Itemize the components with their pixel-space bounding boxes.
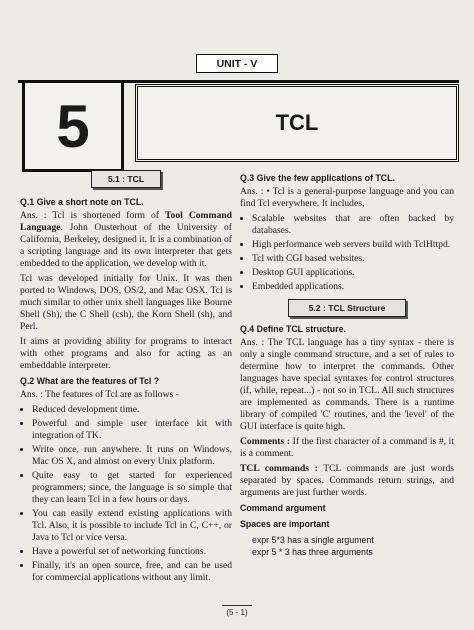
answer-1-bold: Tool Command Language (20, 210, 232, 233)
list-item: • Desktop GUI applications. (252, 267, 454, 279)
question-1: Q.1 Give a short note on TCL. (20, 197, 144, 207)
answer-1 (20, 210, 232, 270)
question-3: Q.3 Give the few applications of TCL. (240, 173, 395, 183)
answer-1-rest: . John Ousterhout of the University of California, Berkeley, designed it. It is a combination of a scripting language and its own interpreter that gets embedded to the application, we develop with it. (20, 222, 232, 269)
chapter-title: TCL (135, 84, 459, 162)
list-item: • Reduced development time. (32, 404, 232, 416)
page-number: (5 - 1) (222, 605, 252, 617)
paragraph-3: It aims at providing ability for programs to interact with other programs and also for acting as an embeddable interpreter. (20, 336, 232, 371)
question-4: Q.4 Define TCL structure. (240, 324, 346, 334)
answer-1-prefix: Ans. : Tcl is shortened form of (20, 210, 166, 221)
comments-paragraph (240, 436, 454, 460)
comments-text: If the first character of a command is #, it is a comment. (240, 436, 455, 459)
list-item: • Write once, run anywhere. It runs on Windows, Mac OS X, and almost on every Unix platform. (32, 444, 232, 468)
code-line-2: expr 5 * 3 has three arguments (252, 547, 373, 557)
list-item: • You can easily extend existing applications with Tcl. Also, it is possible to include Tcl in C, C++, or Java to Tcl or vice versa. (32, 508, 232, 544)
list-item: • Embedded applications. (252, 281, 454, 293)
comments-label: Comments : (240, 436, 291, 447)
list-item: • Powerful and simple user interface kit with integration of TK. (32, 418, 232, 442)
list-item: • High performance web servers build with TclHttpd. (252, 239, 454, 251)
list-item: • Tcl with CGI based websites. (252, 253, 454, 265)
section-heading-5-1: 5.1 : TCL (91, 170, 161, 188)
answer-3: Ans. : • Tcl is a general-purpose language and you can find Tcl everywhere. It includes, (240, 186, 454, 209)
commands-text: TCL commands are just words separated by spaces. Commands return strings, and arguments are just further words. (240, 463, 454, 498)
list-item: • Have a powerful set of networking functions. (32, 546, 232, 558)
answer-2: Ans. : The features of Tcl are as follows - (20, 389, 179, 400)
commands-paragraph (240, 463, 454, 499)
spaces-heading: Spaces are important (240, 519, 330, 529)
list-item: • Scalable websites that are often backed by databases. (252, 213, 454, 237)
applications-list (240, 213, 454, 293)
list-item: • Finally, it's an open source, free, and can be used for commercial applications without any limit. (32, 560, 232, 584)
section-heading-5-2: 5.2 : TCL Structure (288, 299, 406, 317)
question-2: Q.2 What are the features of Tcl ? (20, 376, 160, 386)
answer-4: Ans. : The TCL language has a tiny syntax - there is only a single command structure, and a set of rules to determine how to interpret the commands. Other languages have special syntaxes for control structures (if, while, repeat...) - not so in TCL. All such structures are implemented as commands. There is a runtime library of compiled 'C' routines, and the 'level' of the GUI interface is quite high. (240, 337, 454, 432)
chapter-number: 5 (22, 80, 124, 172)
paragraph-2: Tcl was developed initially for Unix. It was then ported to Windows, DOS, OS/2, and Mac OSX. Tcl is much similar to other unix shell languages like Bourne Shell (Sh), the C Shell (csh), the Korn Shell (sh), and Perl. (20, 273, 232, 332)
right-column (240, 170, 454, 558)
list-item: • Quite easy to get started for experienced programmers; since, the language is so simple that they can learn Tcl in a few hours or days. (32, 470, 232, 506)
unit-label: UNIT - V (196, 54, 278, 73)
features-list (20, 404, 232, 584)
command-argument-heading: Command argument (240, 503, 326, 513)
code-line-1: expr 5*3 has a single argument (252, 535, 374, 545)
commands-label: TCL commands : (240, 463, 318, 474)
left-column (20, 170, 232, 586)
